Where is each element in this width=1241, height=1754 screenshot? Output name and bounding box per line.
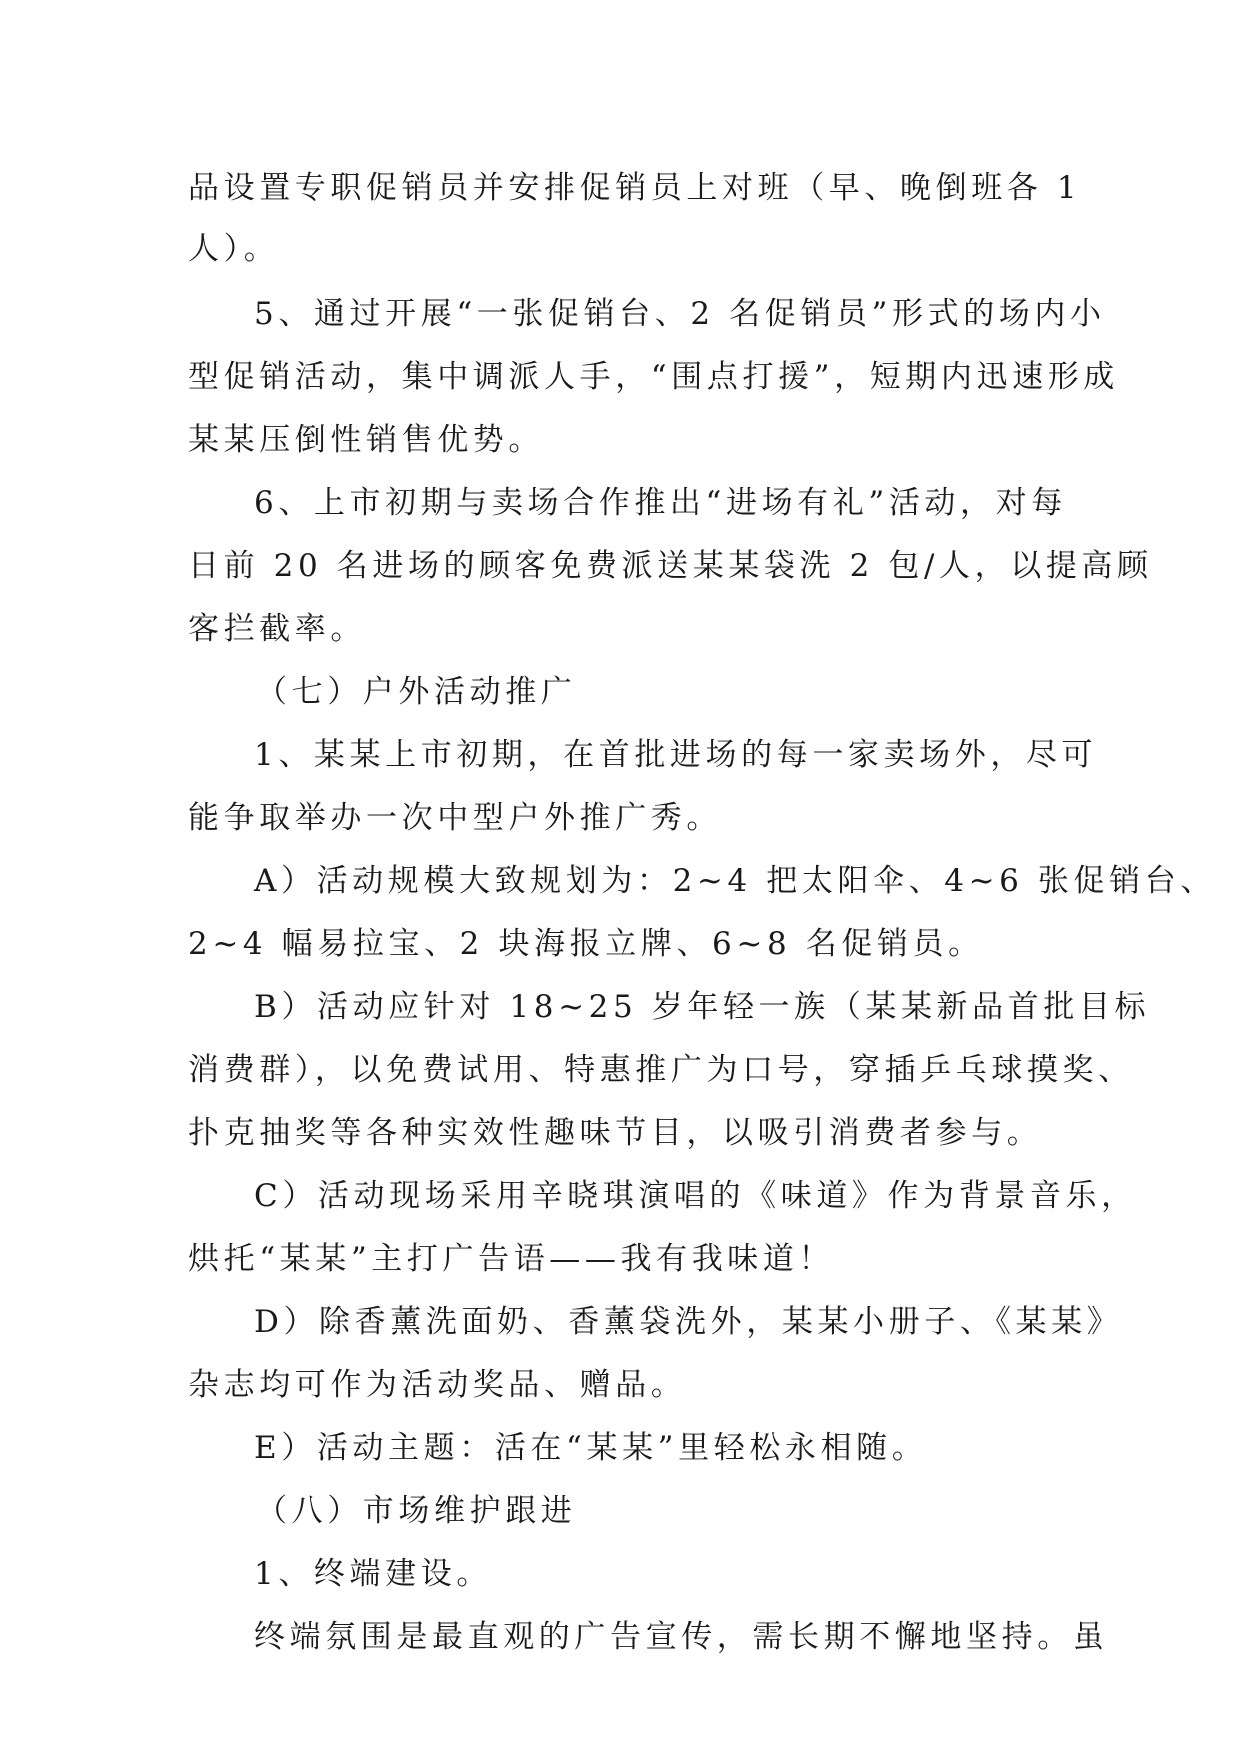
body-text-line: 终端氛围是最直观的广告宣传，需长期不懈地坚持。虽 [254,1619,1109,1655]
section-heading-8: （八）市场维护跟进 [256,1493,577,1529]
body-text-line: 能争取举办一次中型户外推广秀。 [188,800,722,836]
paragraph-item-6: 6、上市初期与卖场合作推出“进场有礼”活动，对每 [254,485,1067,521]
body-text-line: 客拦截率。 [188,611,366,647]
body-text-line: 2~4 幅易拉宝、2 块海报立牌、6~8 名促销员。 [188,926,984,962]
body-text-line: 烘托“某某”主打广告语——我有我味道！ [188,1241,835,1277]
body-text-line: 扑克抽奖等各种实效性趣味节目，以吸引消费者参与。 [188,1115,1043,1151]
paragraph-item-b: B）活动应针对 18~25 岁年轻一族（某某新品首批目标 [254,989,1151,1025]
body-text-line: 消费群），以免费试用、特惠推广为口号，穿插乒乓球摸奖、 [188,1052,1134,1088]
paragraph-item-1: 1、终端建设。 [254,1556,492,1592]
body-text-line: 人）。 [188,231,280,267]
body-text-line: 品设置专职促销员并安排促销员上对班（早、晚倒班各 1 [188,170,1082,206]
section-heading-7: （七）户外活动推广 [256,674,577,710]
paragraph-item-c: C）活动现场采用辛晓琪演唱的《味道》作为背景音乐， [254,1178,1137,1214]
body-text-line: 型促销活动，集中调派人手，“围点打援”，短期内迅速形成 [188,359,1119,395]
body-text-line: 日前 20 名进场的顾客免费派送某某袋洗 2 包/人，以提高顾 [188,548,1153,584]
paragraph-item-5: 5、通过开展“一张促销台、2 名促销员”形式的场内小 [254,296,1106,332]
paragraph-item-d: D）除香薰洗面奶、香薰袋洗外，某某小册子、《某某》 [254,1304,1123,1340]
paragraph-item-a: A）活动规模大致规划为：2~4 把太阳伞、4~6 张促销台、 [254,863,1216,899]
body-text-line: 某某压倒性销售优势。 [188,422,544,458]
body-text-line: 杂志均可作为活动奖品、赠品。 [188,1367,687,1403]
paragraph-item-1: 1、某某上市初期，在首批进场的每一家卖场外，尽可 [254,737,1098,773]
paragraph-item-e: E）活动主题：活在“某某”里轻松永相随。 [254,1430,928,1466]
